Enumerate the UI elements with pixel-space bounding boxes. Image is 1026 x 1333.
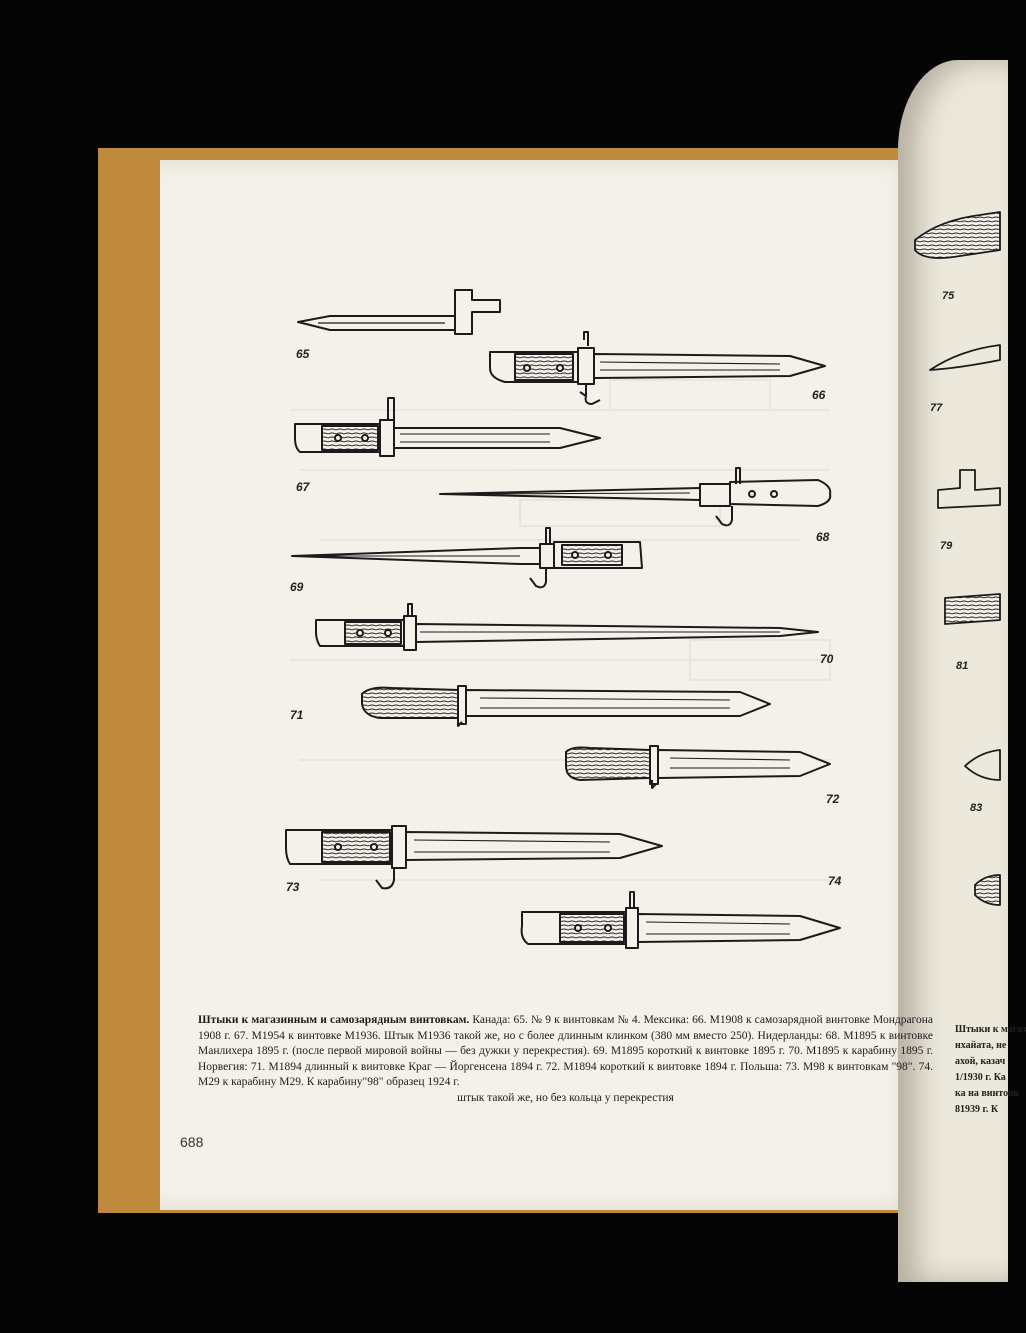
bayonet-65 [298,290,500,334]
facing-figure-number: 81 [956,660,969,672]
figure-number: 65 [296,347,310,361]
facing-figure-number: 75 [942,290,955,302]
facing-text-line: нхайата, не [955,1040,1007,1051]
bayonet-73 [286,826,662,888]
page-number: 688 [180,1134,204,1150]
figure-number: 70 [820,652,834,666]
facing-figure-number: 77 [930,402,943,414]
bayonet-70 [316,604,818,650]
bayonet-71 [362,686,770,726]
figure-number: 73 [286,880,300,894]
figure-number: 66 [812,388,826,402]
facing-text-line: ахой, казач [955,1056,1006,1067]
bayonet-72 [566,746,830,788]
caption-body: Канада: 65. № 9 к винтовкам № 4. Мексика: 66. М1908 к самозарядной винтовке Мондрагона 1908 г. 67. М1954 к винтовке М1936. Штык М1936 такой же, но с более длинным клинком (380 мм вместо 250). Нидерланды: 68. М1895 к винтовке Манлихера 1895 г. (после первой мировой войны — без дужки у перекрестия). 69. М1895 короткий к винтовке 1895 г. 70. М1895 к карабину 1895 г. Норвегия: 71. М1894 длинный к винтовке Краг — Йоргенсена 1894 г. 72. М1894 короткий к винтовке 1894 г. Польша: 73. М98 к винтовкам "98". 74. М29 к карабину М29. К карабину"98" образец 1924 г. [198,1014,933,1088]
facing-figure-number: 83 [970,802,983,814]
facing-caption [955,1022,1026,1118]
figure-caption [198,1013,933,1106]
bayonet-67 [295,398,600,456]
figure-number: 68 [816,530,830,544]
bayonet-74 [522,892,840,948]
bayonet-68 [440,468,830,525]
figure-number: 74 [828,874,842,888]
figure-number: 69 [290,580,304,594]
caption-last-line: штык такой же, но без кольца у перекрестия [457,1091,674,1104]
facing-figure-number: 79 [940,540,953,552]
figure-number: 71 [290,708,304,722]
facing-page-drawings [915,212,1000,905]
caption-lead: Штыки к магазинным и самозарядным винтовкам. [198,1014,470,1026]
figure-number: 67 [296,480,310,494]
facing-text-line: ка на винтовк [955,1088,1019,1099]
figure-number: 72 [826,792,840,806]
facing-text-line: 1/1930 г. Ка [955,1072,1006,1083]
facing-text-line: 81939 г. К [955,1104,999,1115]
bayonet-66 [490,332,825,404]
bayonet-69 [292,528,642,587]
facing-text-line: Штыки к магаз [955,1024,1026,1035]
